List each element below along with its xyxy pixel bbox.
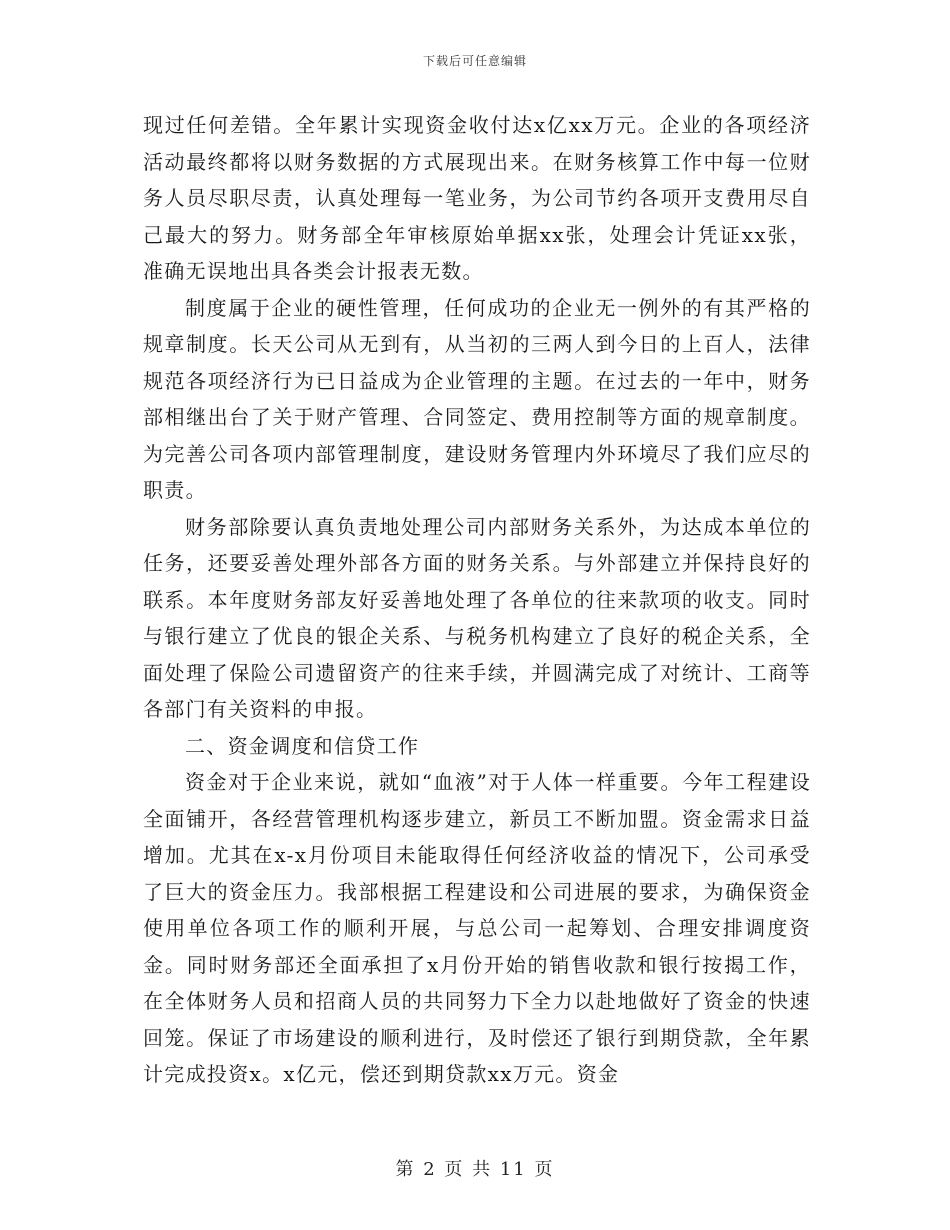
paragraph-continuation: 现过任何差错。全年累计实现资金收付达x亿xx万元。企业的各项经济活动最终都将以财务数据的方式展现出来。在财务核算工作中每一位财务人员尽职尽责，认真处理每一笔业务，为公司节约各项开支费用尽自己最大的努力。财务部全年审核原始单据xx张，处理会计凭证xx张，准确无误地出具各类会计报表无数。 xyxy=(143,113,811,283)
page-number: 第 2 页 共 11 页 xyxy=(395,1159,555,1180)
header-note: 下载后可任意编辑 xyxy=(422,54,527,68)
paragraph-external-relations: 财务部除要认真负责地处理公司内部财务关系外，为达成本单位的任务，还要妥善处理外部各方面的财务关系。与外部建立并保持良好的联系。本年度财务部友好妥善地处理了各单位的往来款项的收支。同时与银行建立了优良的银企关系、与税务机构建立了良好的税企关系，全面处理了保险公司遗留资产的往来手续，并圆满完成了对统计、工商等各部门有关资料的申报。 xyxy=(143,514,811,721)
paragraph-regulations: 制度属于企业的硬性管理，任何成功的企业无一例外的有其严格的规章制度。长天公司从无到有，从当初的三两人到今日的上百人，法律规范各项经济行为已日益成为企业管理的主题。在过去的一年中，财务部相继出台了关于财产管理、合同签定、费用控制等方面的规章制度。为完善公司各项内部管理制度，建设财务管理内外环境尽了我们应尽的职责。 xyxy=(143,295,811,502)
section-heading-funding: 二、资金调度和信贷工作 xyxy=(185,733,420,758)
paragraph-funding: 资金对于企业来说，就如“血液”对于人体一样重要。今年工程建设全面铺开，各经营管理机构逐步建立，新员工不断加盟。资金需求日益增加。尤其在x-x月份项目未能取得任何经济收益的情况下，公司承受了巨大的资金压力。我部根据工程建设和公司进展的要求，为确保资金使用单位各项工作的顺利开展，与总公司一起筹划、合理安排调度资金。同时财务部还全面承担了x月份开始的销售收款和银行按揭工作，在全体财务人员和招商人员的共同努力下全力以赴地做好了资金的快速回笼。保证了市场建设的顺利进行，及时偿还了银行到期贷款，全年累计完成投资x。x亿元，偿还到期贷款xx万元。资金 xyxy=(143,770,811,1086)
document-body xyxy=(143,107,811,1093)
